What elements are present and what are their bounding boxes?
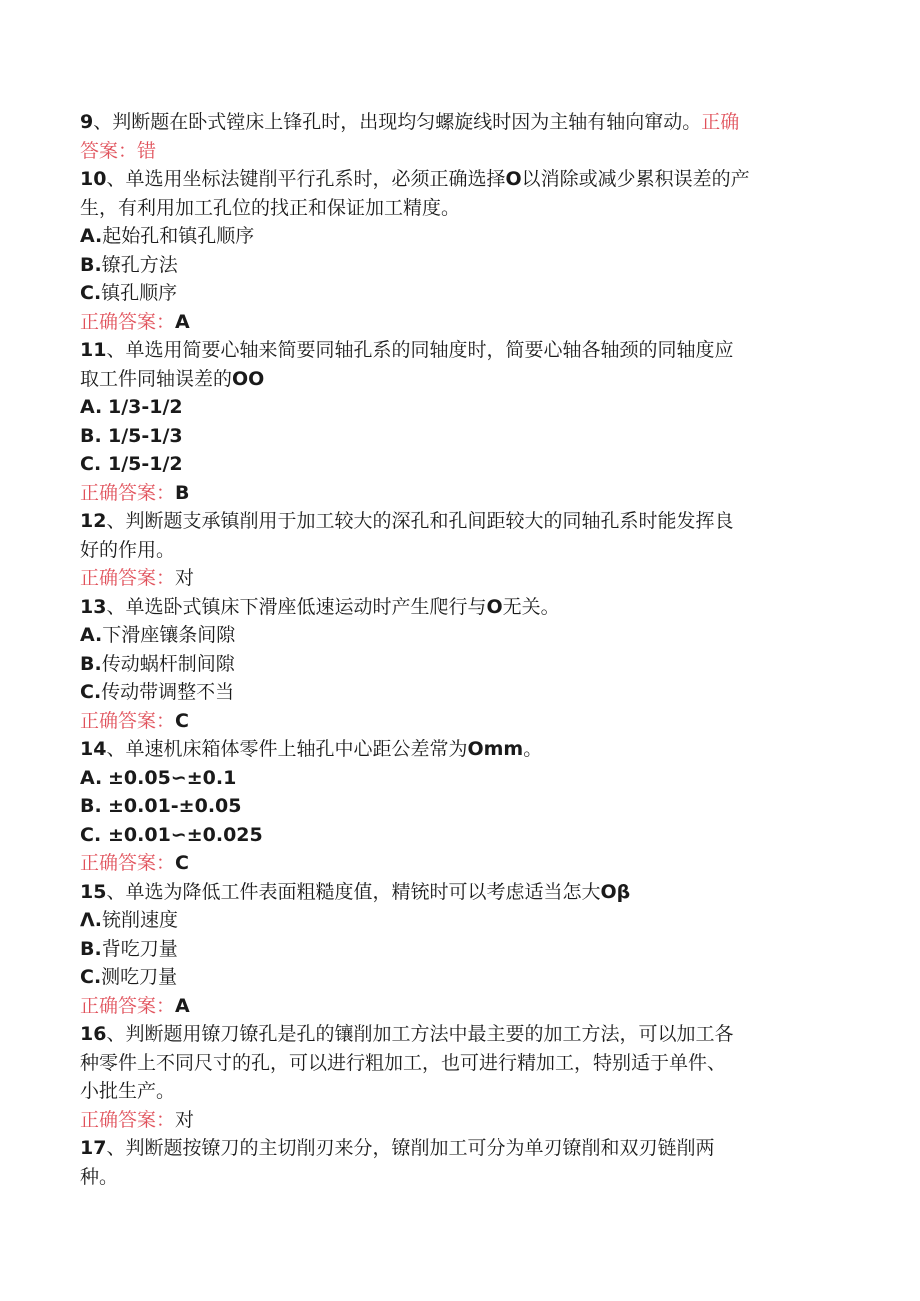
option-b bbox=[80, 650, 840, 679]
question-15-line-1 bbox=[80, 878, 840, 907]
answer-value: C bbox=[175, 852, 189, 874]
answer-line bbox=[80, 707, 840, 736]
question-11-line-1 bbox=[80, 336, 840, 365]
document-body bbox=[80, 108, 840, 1191]
option-label: B. bbox=[80, 253, 102, 276]
option-text: 测吃刀量 bbox=[101, 966, 178, 988]
question-text: 、判断题支承镇削用于加工较大的深孔和孔间距较大的同轴孔系时能发挥良 bbox=[106, 510, 734, 532]
question-17-line-1 bbox=[80, 1134, 840, 1163]
blank-marker: OO bbox=[232, 367, 265, 390]
question-text: 、判断题按镣刀的主切削刃来分，镣削加工可分为单刃镣削和双刃链削两 bbox=[106, 1137, 715, 1159]
option-b bbox=[80, 422, 840, 451]
option-label: A. bbox=[80, 624, 103, 646]
option-c bbox=[80, 821, 840, 850]
option-text: 1/3-1/2 bbox=[108, 396, 183, 418]
answer-label: 正确答案： bbox=[80, 481, 176, 504]
question-9-line-1 bbox=[80, 108, 840, 137]
answer-value: 错 bbox=[137, 139, 157, 162]
question-number: 11 bbox=[80, 339, 107, 361]
option-text: 下滑座镶条间隙 bbox=[102, 624, 236, 646]
answer-line bbox=[80, 308, 840, 337]
blank-marker: O bbox=[486, 595, 503, 618]
question-text: 以消除或减少累积误差的产 bbox=[521, 168, 750, 190]
question-text: 取工件同轴误差的 bbox=[80, 367, 233, 390]
option-text: ±0.01-±0.05 bbox=[108, 795, 242, 817]
question-number: 12 bbox=[80, 510, 107, 532]
option-a bbox=[80, 764, 840, 793]
option-label: A. bbox=[80, 225, 103, 247]
blank-marker: Oβ bbox=[600, 880, 631, 903]
answer-line bbox=[80, 1106, 840, 1135]
option-text: 起始孔和镇孔顺序 bbox=[102, 225, 255, 247]
answer-label: 正确答案： bbox=[80, 994, 176, 1017]
question-text: 、单速机床箱体零件上轴孔中心距公差常为 bbox=[106, 738, 468, 760]
answer-value: 对 bbox=[175, 1108, 195, 1131]
answer-label: 正确 bbox=[701, 111, 740, 133]
option-text: 背吃刀量 bbox=[101, 937, 178, 960]
answer-line bbox=[80, 564, 840, 593]
option-text: 铳削速度 bbox=[101, 909, 178, 931]
option-label: C. bbox=[80, 966, 102, 988]
option-label: C. bbox=[80, 681, 102, 703]
option-label: C. bbox=[80, 823, 102, 846]
answer-value: A bbox=[175, 310, 190, 333]
option-text: ±0.05∽±0.1 bbox=[108, 766, 237, 789]
option-text: 传动带调整不当 bbox=[101, 681, 235, 703]
question-number: 10 bbox=[80, 168, 107, 190]
option-label: Λ. bbox=[80, 909, 102, 931]
question-number: 17 bbox=[80, 1137, 107, 1159]
answer-line bbox=[80, 992, 840, 1021]
answer-label: 答案： bbox=[80, 139, 138, 162]
option-a bbox=[80, 393, 840, 422]
answer-line bbox=[80, 479, 840, 508]
option-text: 镣孔方法 bbox=[101, 253, 178, 276]
option-c bbox=[80, 678, 840, 707]
answer-value: B bbox=[175, 481, 190, 504]
answer-value: 对 bbox=[175, 567, 195, 589]
answer-label: 正确答案： bbox=[80, 310, 176, 333]
option-label: C. bbox=[80, 453, 102, 475]
answer-value: C bbox=[175, 709, 189, 732]
option-a bbox=[80, 621, 840, 650]
option-b bbox=[80, 251, 840, 280]
question-text: 。 bbox=[523, 738, 543, 760]
option-label: A. bbox=[80, 396, 103, 418]
answer-line bbox=[80, 849, 840, 878]
answer-label: 正确答案： bbox=[80, 567, 176, 589]
option-label: B. bbox=[80, 795, 102, 817]
option-text: 镇孔顺序 bbox=[101, 282, 178, 304]
option-c bbox=[80, 279, 840, 308]
option-label: B. bbox=[80, 652, 102, 675]
answer-label: 正确答案： bbox=[80, 852, 176, 874]
question-12-line-1 bbox=[80, 507, 840, 536]
option-text: 传动蜗杆制间隙 bbox=[101, 652, 235, 675]
blank-marker: Omm bbox=[467, 738, 524, 760]
answer-label: 正确答案： bbox=[80, 709, 176, 732]
question-10-line-1 bbox=[80, 165, 840, 194]
question-16-line-3: 小批生产。 bbox=[80, 1080, 176, 1102]
question-17-line-2: 种。 bbox=[80, 1165, 119, 1188]
option-label: B. bbox=[80, 937, 102, 960]
question-text: 、单选卧式镇床下滑座低速运动时产生爬行与 bbox=[106, 595, 487, 618]
answer-label: 正确答案： bbox=[80, 1108, 176, 1131]
answer-value: A bbox=[175, 994, 190, 1017]
question-number: 16 bbox=[80, 1023, 107, 1045]
option-label: A. bbox=[80, 766, 103, 789]
question-9-line-2 bbox=[80, 137, 840, 166]
question-11-line-2 bbox=[80, 365, 840, 394]
question-13-line-1 bbox=[80, 593, 840, 622]
question-14-line-1 bbox=[80, 735, 840, 764]
option-label: C. bbox=[80, 282, 102, 304]
option-b bbox=[80, 792, 840, 821]
option-a bbox=[80, 222, 840, 251]
option-c bbox=[80, 450, 840, 479]
question-text: 、单选用坐标法键削平行孔系时，必须正确选择 bbox=[106, 168, 506, 190]
question-text: 、判断题在卧式镗床上锋孔时，出现均匀螺旋线时因为主轴有轴向窜动。 bbox=[93, 111, 702, 133]
option-a bbox=[80, 906, 840, 935]
question-text: 、单选用简要心轴来简要同轴孔系的同轴度时，简要心轴各轴颈的同轴度应 bbox=[106, 339, 734, 361]
question-number: 14 bbox=[80, 738, 107, 760]
blank-marker: O bbox=[505, 168, 522, 190]
question-number: 15 bbox=[80, 880, 107, 903]
option-text: ±0.01∽±0.025 bbox=[108, 823, 263, 846]
option-text: 1/5-1/2 bbox=[108, 453, 183, 475]
question-12-line-2: 好的作用。 bbox=[80, 538, 176, 561]
option-label: B. bbox=[80, 424, 102, 447]
question-text: 、单选为降低工件表面粗糙度值，精铳时可以考虑适当怎大 bbox=[106, 880, 601, 903]
question-number: 9 bbox=[80, 111, 94, 133]
question-10-line-2: 生，有利用加工孔位的找正和保证加工精度。 bbox=[80, 196, 461, 219]
question-text: 、判断题用镣刀镣孔是孔的镶削加工方法中最主要的加工方法，可以加工各 bbox=[106, 1023, 734, 1045]
question-number: 13 bbox=[80, 595, 107, 618]
question-16-line-2: 种零件上不同尺寸的孔，可以进行粗加工，也可进行精加工，特别适于单件、 bbox=[80, 1051, 727, 1074]
question-text: 无关。 bbox=[502, 595, 560, 618]
question-16-line-1 bbox=[80, 1020, 840, 1049]
option-b bbox=[80, 935, 840, 964]
option-text: 1/5-1/3 bbox=[108, 424, 183, 447]
option-c bbox=[80, 963, 840, 992]
